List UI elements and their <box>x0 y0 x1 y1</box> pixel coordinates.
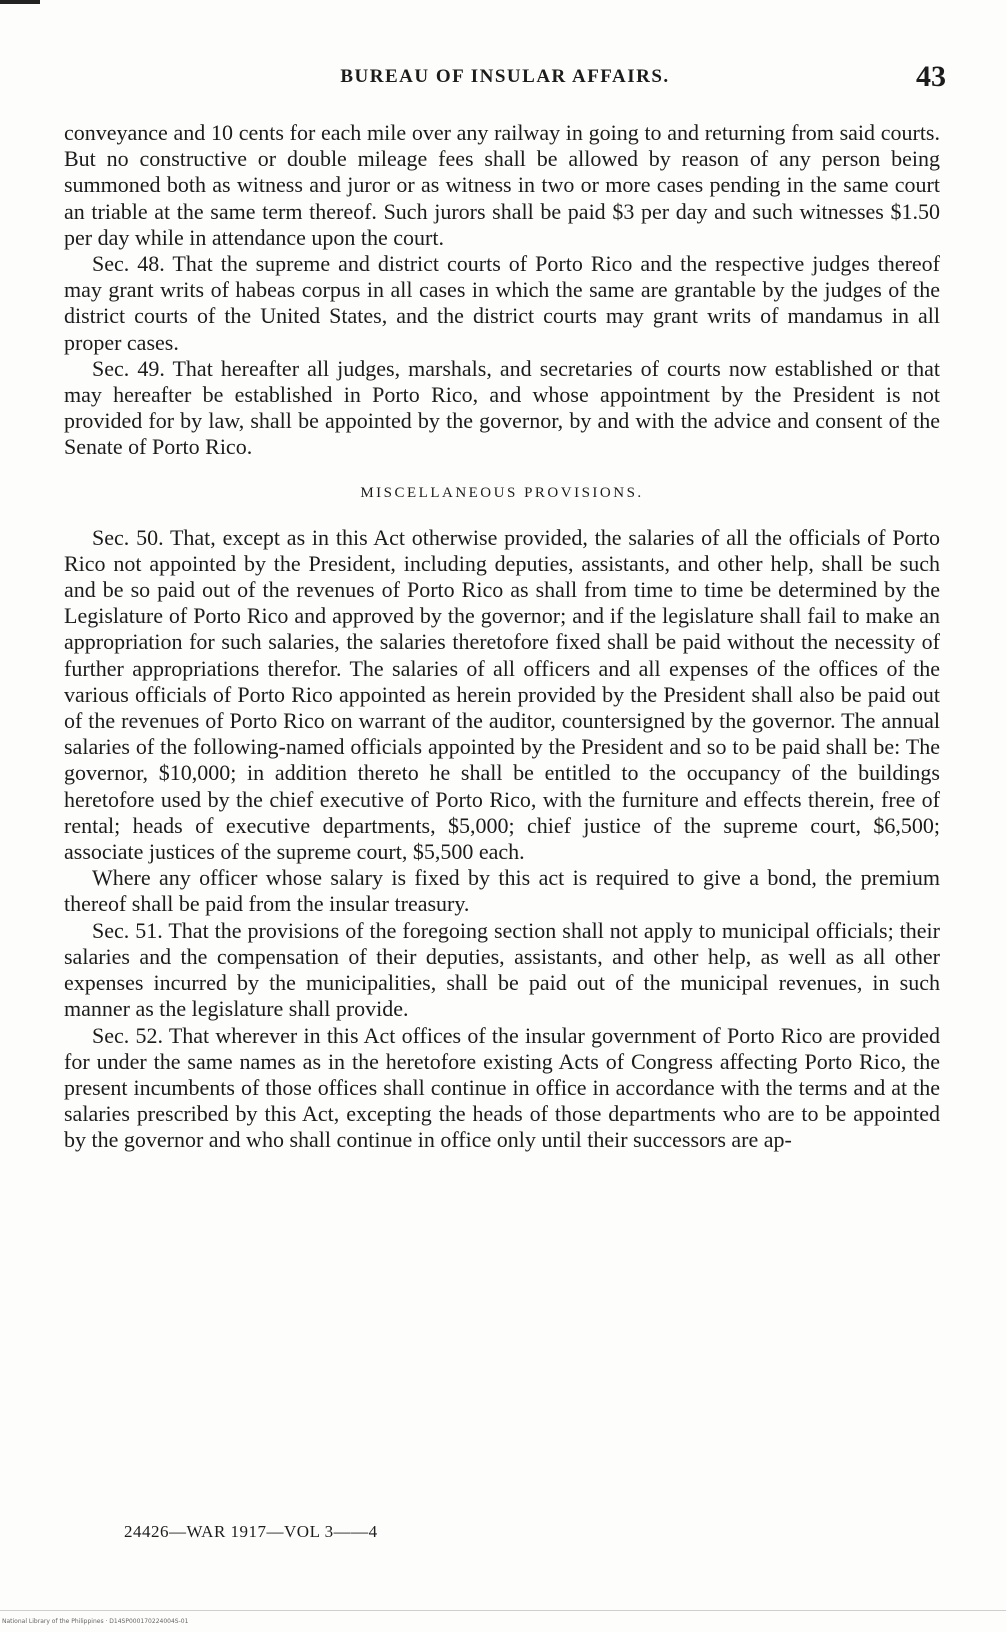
section-51: Sec. 51. That the provisions of the foregoing section shall not apply to municipal officials; their salaries and the compensation of their deputies, assistants, and other help, as well as all other expenses incurred by the municipalities, shall be paid out of the municipal revenues, in such manner as the legislature shall provide. <box>64 917 940 1022</box>
paragraph-continuation: conveyance and 10 cents for each mile over any railway in going to and returning from said courts. But no constructive or double mileage fees shall be allowed by reason of any person being summoned both as witness and juror or as witness in two or more cases pending in the same court an triable at the same term thereof. Such jurors shall be paid $3 per day and such witnesses $1.50 per day while in attendance upon the court. <box>64 120 940 250</box>
body-text <box>64 120 940 1154</box>
library-stamp: National Library of the Philippines · D14SP000170224004S-01 <box>2 1618 189 1625</box>
section-49: Sec. 49. That hereafter all judges, marshals, and secretaries of courts now established or that may hereafter be established in Porto Rico, and whose appointment by the President is not provided for by law, shall be appointed by the governor, by and with the advice and consent of the Senate of Porto Rico. <box>64 355 940 460</box>
scan-corner-mark <box>0 0 40 4</box>
footer-signature: 24426—WAR 1917—VOL 3——4 <box>124 1522 378 1541</box>
section-50: Sec. 50. That, except as in this Act otherwise provided, the salaries of all the officials of Porto Rico not appointed by the President, including deputies, assistants, and other help, shall be such and be so paid out of the revenues of Porto Rico as shall from time to time be determined by the Legislature of Porto Rico and approved by the governor; and if the legislature shall fail to make an appropriation for such salaries, the salaries theretofore fixed shall be paid without the necessity of further appropriations therefor. The salaries of all officers and all expenses of the offices of the various officials of Porto Rico appointed as herein provided by the President shall also be paid out of the revenues of Porto Rico on warrant of the auditor, countersigned by the governor. The annual salaries of the following-named officials appointed by the President and so to be paid shall be: The governor, $10,000; in addition thereto he shall be entitled to the occupancy of the buildings heretofore used by the chief executive of Porto Rico, with the furniture and effects therein, free of rental; heads of executive departments, $5,000; chief justice of the supreme court, $6,500; associate justices of the supreme court, $5,500 each. <box>64 524 940 865</box>
section-heading: MISCELLANEOUS PROVISIONS. <box>360 484 644 501</box>
running-title: BUREAU OF INSULAR AFFAIRS. <box>340 66 670 87</box>
page-number: 43 <box>916 60 946 93</box>
bottom-rule <box>0 1610 1006 1611</box>
section-52: Sec. 52. That wherever in this Act offices of the insular government of Porto Rico are provided for under the same names as in the heretofore existing Acts of Congress affecting Porto Rico, the present incumbents of those offices shall continue in office in accordance with the terms and at the salaries prescribed by this Act, excepting the heads of those departments who are to be appointed by the governor and who shall continue in office only until their successors are ap- <box>64 1022 940 1153</box>
paragraph-bond: Where any officer whose salary is fixed by this act is required to give a bond, the premium thereof shall be paid from the insular treasury. <box>64 865 940 917</box>
section-48: Sec. 48. That the supreme and district courts of Porto Rico and the respective judges thereof may grant writs of habeas corpus in all cases in which the same are grantable by the judges of the district courts of the United States, and the district courts may grant writs of mandamus in all proper cases. <box>64 251 940 355</box>
running-head <box>64 60 946 100</box>
